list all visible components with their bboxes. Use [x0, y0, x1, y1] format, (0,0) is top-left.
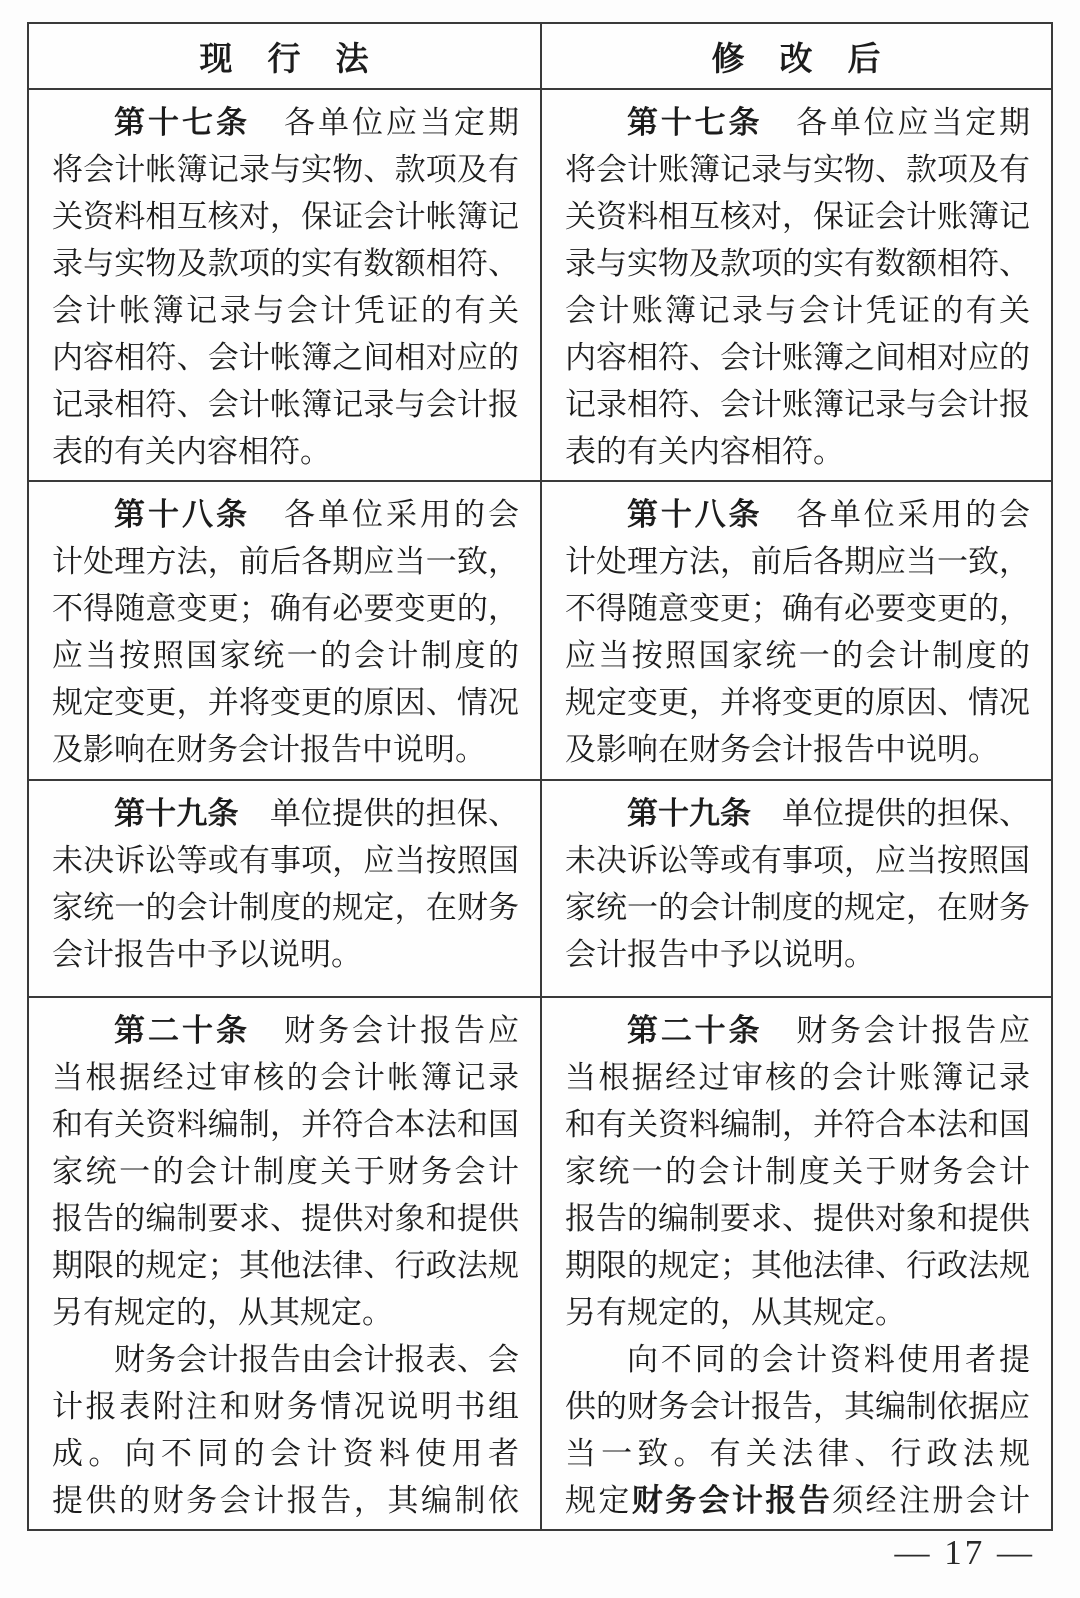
text-line — [52, 1101, 519, 1148]
bold-text: 第十九条 — [114, 796, 239, 831]
text-line — [565, 428, 1030, 475]
law-cell-left-article-18 — [29, 480, 540, 779]
text-line — [565, 1054, 1030, 1101]
text-line — [565, 1148, 1030, 1195]
law-paragraph — [565, 491, 1030, 773]
plain-text: 单位提供的担保、 — [238, 796, 520, 831]
text-line — [52, 538, 519, 585]
text-line — [565, 381, 1030, 428]
text-line — [52, 428, 519, 475]
plain-text: 将会计帐簿记录与实物、款项及有 — [52, 152, 519, 187]
text-line — [565, 884, 1030, 931]
text-line — [565, 1289, 1030, 1336]
plain-text: 各单位应当定期 — [250, 105, 519, 140]
header-current-law: 现 行 法 — [199, 41, 370, 78]
plain-text: 表的有关内容相符。 — [52, 434, 331, 469]
law-cell-right-article-17 — [540, 88, 1051, 480]
text-line — [52, 1336, 519, 1383]
plain-text: 报告的编制要求、提供对象和提供 — [52, 1201, 519, 1236]
plain-text: 未决诉讼等或有事项，应当按照国 — [52, 843, 519, 878]
plain-text: 当根据经过审核的会计账簿记录 — [565, 1060, 1030, 1095]
law-cell-left-article-17 — [29, 88, 540, 480]
text-line — [52, 146, 519, 193]
text-line — [52, 381, 519, 428]
plain-text: 另有规定的，从其规定。 — [565, 1295, 906, 1330]
plain-text: 各单位应当定期 — [762, 105, 1031, 140]
plain-text: 财务会计报告应 — [250, 1013, 519, 1048]
plain-text: 关资料相互核对，保证会计帐簿记 — [52, 199, 519, 234]
text-line — [52, 884, 519, 931]
text-line — [565, 632, 1030, 679]
plain-text: 及影响在财务会计报告中说明。 — [565, 732, 999, 767]
plain-text: 各单位采用的会 — [250, 497, 519, 532]
text-line — [52, 1383, 519, 1430]
plain-text: 记录相符、会计账簿记录与会计报 — [565, 387, 1030, 422]
text-line — [565, 287, 1030, 334]
text-line — [52, 1242, 519, 1289]
text-line — [52, 837, 519, 884]
text-line — [565, 193, 1030, 240]
law-comparison-table — [27, 22, 1053, 1531]
law-cell-right-article-20 — [540, 996, 1051, 1529]
plain-text: 录与实物及款项的实有数额相符、 — [565, 246, 1030, 281]
plain-text: 会计账簿记录与会计凭证的有关 — [565, 293, 1030, 328]
plain-text: 内容相符、会计账簿之间相对应的 — [565, 340, 1030, 375]
plain-text: 应当按照国家统一的会计制度的 — [565, 638, 1030, 673]
plain-text: 录与实物及款项的实有数额相符、 — [52, 246, 519, 281]
text-line — [565, 240, 1030, 287]
text-line — [565, 1430, 1030, 1477]
text-line — [52, 1195, 519, 1242]
text-line — [565, 585, 1030, 632]
text-line — [565, 334, 1030, 381]
text-line — [52, 287, 519, 334]
plain-text: 规定变更，并将变更的原因、情况 — [565, 685, 1030, 720]
law-paragraph — [52, 1007, 519, 1336]
plain-text: 计处理方法，前后各期应当一致， — [565, 544, 1030, 579]
plain-text: 关资料相互核对，保证会计账簿记 — [565, 199, 1030, 234]
text-line — [52, 193, 519, 240]
text-line — [565, 726, 1030, 773]
plain-text: 家统一的会计制度关于财务会计 — [52, 1154, 519, 1189]
plain-text: 和有关资料编制，并符合本法和国 — [565, 1107, 1030, 1142]
plain-text: 家统一的会计制度关于财务会计 — [565, 1154, 1030, 1189]
law-cell-left-article-20 — [29, 996, 540, 1529]
text-line — [52, 1148, 519, 1195]
plain-text: 和有关资料编制，并符合本法和国 — [52, 1107, 519, 1142]
law-paragraph — [565, 1007, 1030, 1336]
text-line — [52, 99, 519, 146]
law-paragraph — [565, 99, 1030, 475]
law-cell-left-article-19 — [29, 779, 540, 996]
plain-text: 将会计账簿记录与实物、款项及有 — [565, 152, 1030, 187]
bold-text: 财务会计报告 — [631, 1483, 833, 1518]
text-line — [52, 240, 519, 287]
text-line — [52, 1289, 519, 1336]
text-line — [52, 1477, 519, 1524]
plain-text: 单位提供的担保、 — [751, 796, 1030, 831]
page-number: — 17 — — [894, 1533, 1035, 1572]
text-line — [52, 679, 519, 726]
plain-text: 各单位采用的会 — [762, 497, 1031, 532]
text-line — [565, 1477, 1030, 1524]
bold-text: 第十七条 — [627, 105, 763, 140]
law-paragraph — [52, 1336, 519, 1524]
plain-text: 成。向不同的会计资料使用者 — [52, 1436, 519, 1471]
plain-text: 规定 — [565, 1483, 632, 1518]
text-line — [52, 726, 519, 773]
plain-text: 家统一的会计制度的规定，在财务 — [52, 890, 519, 925]
plain-text: 另有规定的，从其规定。 — [52, 1295, 393, 1330]
plain-text: 报告的编制要求、提供对象和提供 — [565, 1201, 1030, 1236]
text-line — [52, 1054, 519, 1101]
plain-text: 及影响在财务会计报告中说明。 — [52, 732, 486, 767]
bold-text: 第十八条 — [627, 497, 763, 532]
plain-text: 不得随意变更；确有必要变更的， — [565, 591, 1030, 626]
text-line — [52, 491, 519, 538]
plain-text: 计报表附注和财务情况说明书组 — [52, 1389, 519, 1424]
text-line — [52, 931, 519, 978]
law-cell-right-article-18 — [540, 480, 1051, 779]
plain-text: 当根据经过审核的会计帐簿记录 — [52, 1060, 519, 1095]
text-line — [52, 334, 519, 381]
bold-text: 第十八条 — [114, 497, 250, 532]
text-line — [565, 99, 1030, 146]
plain-text: 家统一的会计制度的规定，在财务 — [565, 890, 1030, 925]
plain-text: 财务会计报告由会计报表、会 — [114, 1342, 519, 1377]
plain-text: 会计帐簿记录与会计凭证的有关 — [52, 293, 519, 328]
plain-text: 财务会计报告应 — [762, 1013, 1031, 1048]
plain-text: 会计报告中予以说明。 — [52, 937, 362, 972]
plain-text: 应当按照国家统一的会计制度的 — [52, 638, 519, 673]
text-line — [565, 679, 1030, 726]
text-line — [565, 1195, 1030, 1242]
law-paragraph — [565, 790, 1030, 978]
plain-text: 向不同的会计资料使用者提 — [627, 1342, 1030, 1377]
text-line — [565, 1242, 1030, 1289]
plain-text: 记录相符、会计帐簿记录与会计报 — [52, 387, 519, 422]
plain-text: 提供的财务会计报告，其编制依 — [52, 1483, 519, 1518]
plain-text: 期限的规定；其他法律、行政法规 — [52, 1248, 519, 1283]
text-line — [565, 1007, 1030, 1054]
text-line — [565, 931, 1030, 978]
law-paragraph — [52, 491, 519, 773]
law-cell-right-article-19 — [540, 779, 1051, 996]
text-line — [565, 538, 1030, 585]
text-line — [565, 491, 1030, 538]
text-line — [565, 1383, 1030, 1430]
text-line — [565, 1101, 1030, 1148]
text-line — [565, 1336, 1030, 1383]
plain-text: 当一致。有关法律、行政法规 — [565, 1436, 1030, 1471]
plain-text: 表的有关内容相符。 — [565, 434, 844, 469]
text-line — [565, 790, 1030, 837]
plain-text: 计处理方法，前后各期应当一致， — [52, 544, 519, 579]
plain-text: 不得随意变更；确有必要变更的， — [52, 591, 519, 626]
plain-text: 期限的规定；其他法律、行政法规 — [565, 1248, 1030, 1283]
plain-text: 会计报告中予以说明。 — [565, 937, 875, 972]
text-line — [52, 632, 519, 679]
text-line — [52, 1007, 519, 1054]
header-amended-law: 修 改 后 — [540, 24, 1051, 88]
text-line — [52, 585, 519, 632]
plain-text: 规定变更，并将变更的原因、情况 — [52, 685, 519, 720]
text-line — [52, 1430, 519, 1477]
bold-text: 第十七条 — [114, 105, 250, 140]
plain-text: 供的财务会计报告，其编制依据应 — [565, 1389, 1030, 1424]
text-line — [52, 790, 519, 837]
law-paragraph — [52, 790, 519, 978]
bold-text: 第十九条 — [627, 796, 751, 831]
law-paragraph — [52, 99, 519, 475]
text-line — [565, 837, 1030, 884]
plain-text: 须经注册会计 — [832, 1483, 1031, 1518]
text-line — [565, 146, 1030, 193]
plain-text: 未决诉讼等或有事项，应当按照国 — [565, 843, 1030, 878]
bold-text: 第二十条 — [114, 1013, 250, 1048]
bold-text: 第二十条 — [627, 1013, 763, 1048]
plain-text: 内容相符、会计帐簿之间相对应的 — [52, 340, 519, 375]
law-paragraph — [565, 1336, 1030, 1524]
